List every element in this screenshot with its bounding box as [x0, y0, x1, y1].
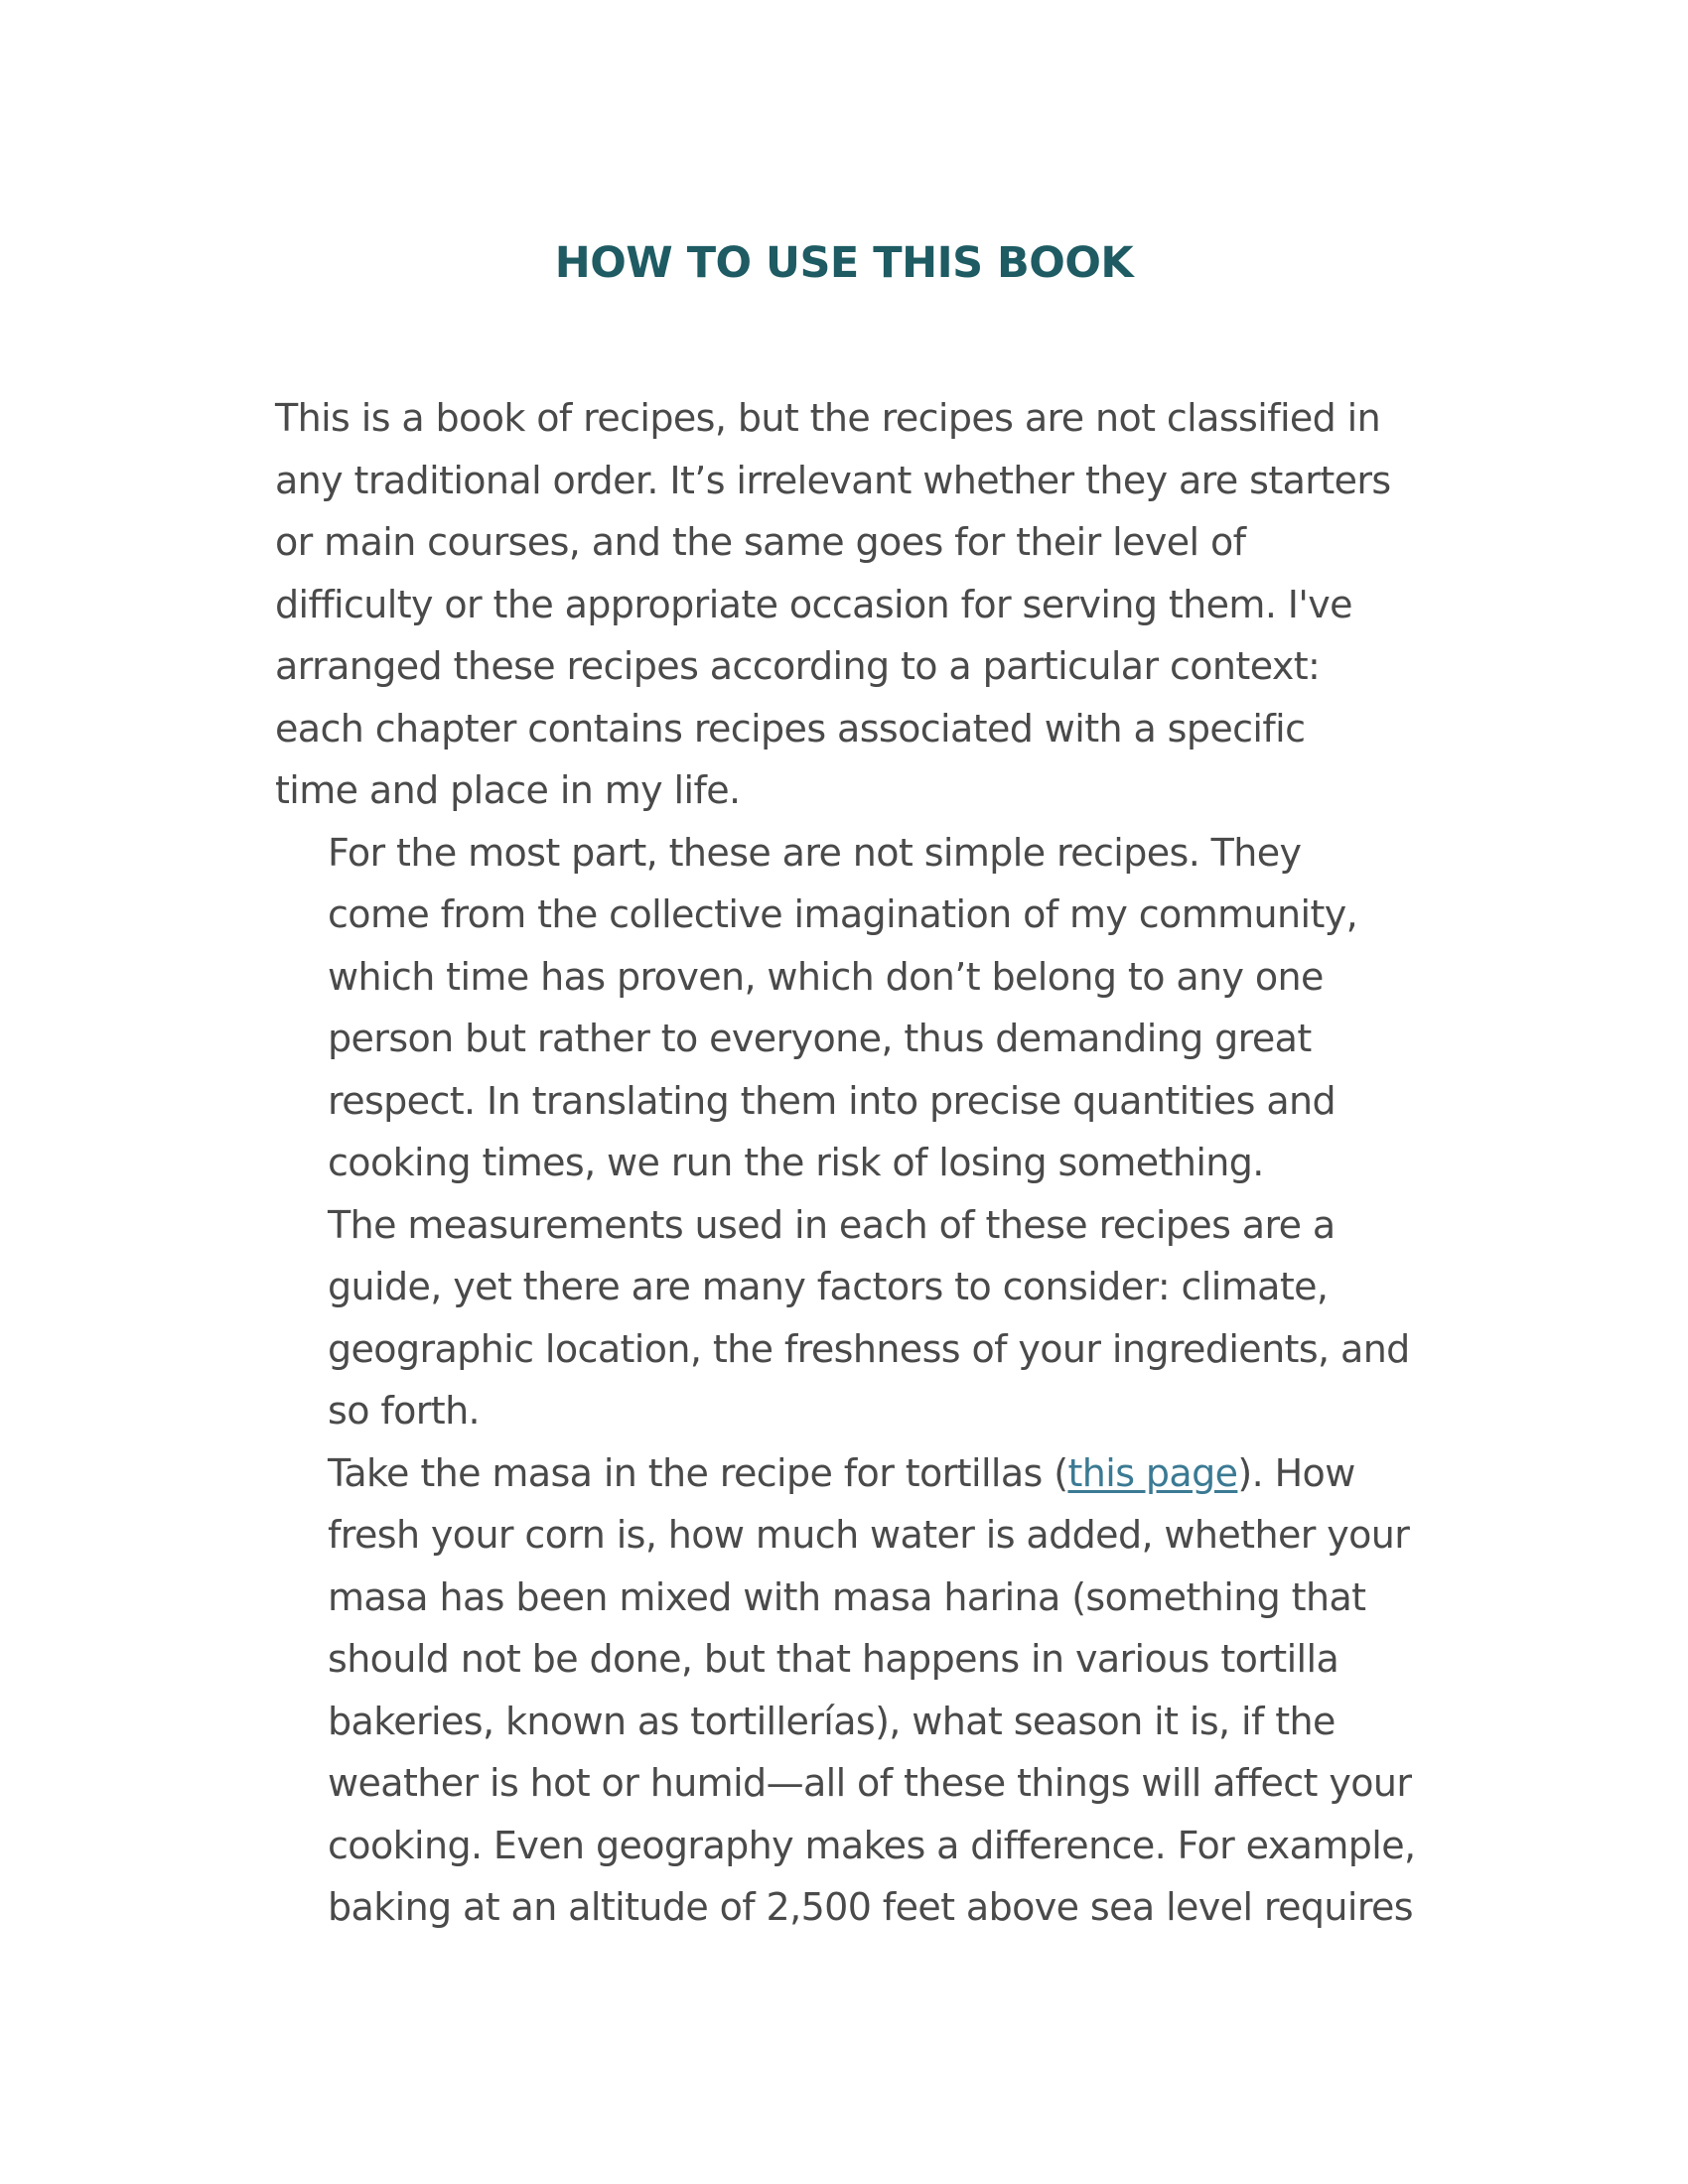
- text-line: For the most part, these are not simple recipes. They: [328, 830, 1302, 875]
- text-line: each chapter contains recipes associated with a specific: [275, 706, 1306, 751]
- paragraph-3: [275, 1194, 1427, 1442]
- text-line: or main courses, and the same goes for their level of: [275, 520, 1246, 564]
- text-line: time and place in my life.: [275, 768, 741, 812]
- text-line: bakeries, known as tortillerías), what season it is, if the: [328, 1699, 1336, 1743]
- text-line: weather is hot or humid—all of these things will affect your: [328, 1761, 1412, 1805]
- text-line: arranged these recipes according to a particular context:: [275, 644, 1321, 688]
- page-title: HOW TO USE THIS BOOK: [554, 238, 1134, 288]
- text-line: respect. In translating them into precise quantities and: [328, 1078, 1336, 1123]
- text-line: difficulty or the appropriate occasion for serving them. I've: [275, 582, 1352, 626]
- text-line-with-link: [275, 1442, 1427, 1505]
- text-line: masa has been mixed with masa harina (something that: [328, 1574, 1366, 1619]
- text-fragment: Take the masa in the recipe for tortillas (: [328, 1450, 1068, 1495]
- text-line: come from the collective imagination of my community,: [328, 892, 1358, 936]
- text-line: which time has proven, which don’t belong to any one: [328, 954, 1324, 999]
- text-line: The measurements used in each of these recipes are a: [328, 1202, 1336, 1247]
- text-line: person but rather to everyone, thus demanding great: [328, 1017, 1312, 1060]
- text-line: guide, yet there are many factors to consider: climate,: [328, 1265, 1329, 1308]
- text-line: geographic location, the freshness of your ingredients, and: [328, 1326, 1410, 1371]
- text-line: so forth.: [328, 1389, 481, 1433]
- text-line: should not be done, but that happens in various tortilla: [328, 1637, 1339, 1681]
- text-line: baking at an altitude of 2,500 feet above sea level requires: [328, 1885, 1413, 1929]
- text-line: any traditional order. It’s irrelevant whether they are starters: [275, 458, 1391, 502]
- paragraph-1: [275, 387, 1427, 822]
- text-line: cooking times, we run the risk of losing something.: [328, 1141, 1264, 1184]
- text-line: cooking. Even geography makes a difference. For example,: [328, 1823, 1416, 1867]
- paragraph-2: [275, 822, 1427, 1194]
- text-line: This is a book of recipes, but the recipes are not classified in: [275, 396, 1381, 440]
- text-fragment: ). How: [1237, 1450, 1355, 1495]
- paragraph-4: [275, 1442, 1427, 1939]
- text-line: fresh your corn is, how much water is added, whether your: [328, 1513, 1410, 1557]
- this-page-link[interactable]: this page: [1067, 1450, 1238, 1495]
- body-text: [275, 387, 1427, 1939]
